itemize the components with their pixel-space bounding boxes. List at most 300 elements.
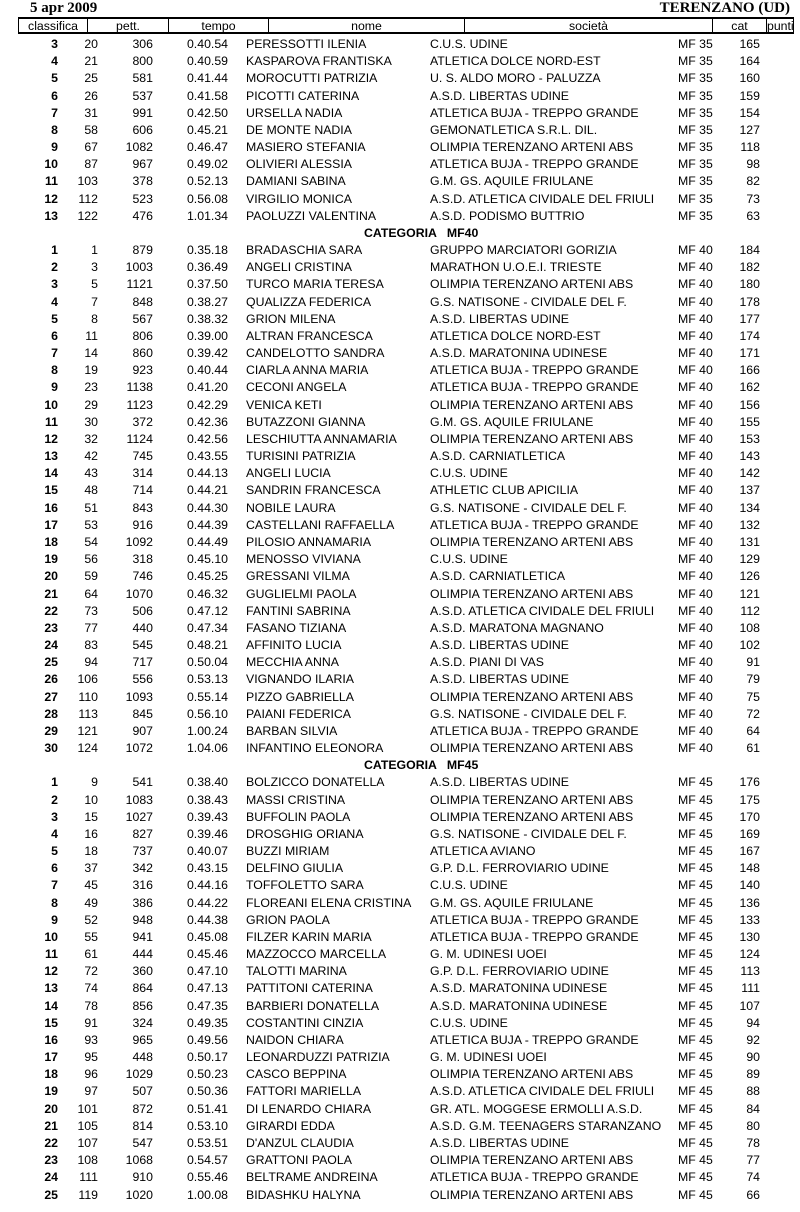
time-cell: 0.51.41 [186,1101,228,1116]
points-cell: 184 [739,243,760,258]
time-cell: 0.38.43 [186,792,228,807]
athlete-name-cell: PAOLUZZI VALENTINA [246,208,377,223]
table-row [18,1169,794,1186]
table-row [18,156,794,173]
table-row [18,517,794,534]
overall-rank-cell: 106 [77,672,98,687]
points-cell: 164 [739,54,760,69]
category-code: MF40 [446,225,479,240]
table-row [18,860,794,877]
points-cell: 143 [739,449,760,464]
points-cell: 155 [739,414,760,429]
overall-rank-cell: 83 [84,638,98,653]
athlete-name-cell: BELTRAME ANDREINA [246,1170,378,1185]
bib-number-cell: 745 [132,449,153,464]
time-cell: 0.41.20 [186,380,228,395]
overall-rank-cell: 93 [84,1032,98,1047]
time-cell: 0.50.17 [186,1050,228,1065]
overall-rank-cell: 1 [91,243,98,258]
club-cell: GR. ATL. MOGGESE ERMOLLI A.S.D. [430,1101,643,1116]
time-cell: 0.45.10 [186,552,228,567]
position-cell: 8 [51,122,58,137]
position-cell: 6 [51,88,58,103]
club-cell: A.S.D. LIBERTAS UDINE [430,775,569,790]
club-cell: G.S. NATISONE - CIVIDALE DEL F. [430,500,627,515]
position-cell: 23 [44,620,58,635]
club-cell: OLIMPIA TERENZANO ARTENI ABS [430,140,634,155]
time-cell: 0.44.30 [186,500,228,515]
time-cell: 0.45.08 [186,929,228,944]
club-cell: A.S.D. ATLETICA CIVIDALE DEL FRIULI [430,1084,655,1099]
athlete-name-cell: URSELLA NADIA [246,105,343,120]
club-cell: OLIMPIA TERENZANO ARTENI ABS [430,586,634,601]
category-heading [18,757,794,774]
time-cell: 0.39.43 [186,809,228,824]
athlete-name-cell: CASCO BEPPINA [246,1067,347,1082]
category-cell: MF 40 [678,243,713,258]
bib-number-cell: 606 [132,122,153,137]
table-row [18,208,794,225]
athlete-name-cell: ANGELI CRISTINA [246,260,352,275]
points-cell: 129 [739,552,760,567]
header-pett: pett. [87,19,168,32]
time-cell: 0.44.22 [186,895,228,910]
club-cell: ATLETICA BUJA - TREPPO GRANDE [430,912,639,927]
athlete-name-cell: NAIDON CHIARA [246,1032,344,1047]
category-cell: MF 40 [678,294,713,309]
bib-number-cell: 547 [132,1136,153,1150]
category-cell: MF 35 [678,157,713,172]
bib-number-cell: 860 [132,346,153,361]
position-cell: 8 [51,895,58,910]
club-cell: C.U.S. UDINE [430,1015,508,1030]
category-cell: MF 40 [678,500,713,515]
time-cell: 0.36.49 [186,260,228,275]
points-cell: 91 [746,655,760,670]
position-cell: 15 [44,483,58,498]
bib-number-cell: 440 [132,620,153,635]
time-cell: 0.49.02 [186,157,228,172]
time-cell: 0.52.13 [186,174,228,189]
time-cell: 0.53.10 [186,1118,228,1133]
time-cell: 0.41.58 [186,88,228,103]
category-cell: MF 45 [678,929,713,944]
bib-number-cell: 1027 [125,809,153,824]
overall-rank-cell: 42 [84,449,98,464]
time-cell: 1.01.34 [186,208,228,223]
bib-number-cell: 545 [132,638,153,653]
category-cell: MF 45 [678,1118,713,1133]
position-cell: 9 [51,140,58,155]
bib-number-cell: 378 [132,174,153,189]
overall-rank-cell: 52 [84,912,98,927]
category-cell: MF 40 [678,638,713,653]
club-cell: G.P. D.L. FERROVIARIO UDINE [430,964,609,979]
athlete-name-cell: QUALIZZA FEDERICA [246,294,372,309]
category-code: MF45 [446,758,479,773]
table-row [18,671,794,688]
category-cell: MF 40 [678,328,713,343]
points-cell: 137 [739,483,760,498]
time-cell: 0.49.35 [186,1015,228,1030]
overall-rank-cell: 29 [84,397,98,412]
category-cell: MF 45 [678,998,713,1013]
position-cell: 12 [44,964,58,979]
table-row [18,431,794,448]
position-cell: 14 [44,466,58,481]
category-cell: MF 45 [678,861,713,876]
category-cell: MF 45 [678,981,713,996]
athlete-name-cell: TURCO MARIA TERESA [246,277,384,292]
points-cell: 177 [739,311,760,326]
points-cell: 74 [746,1170,760,1185]
time-cell: 0.40.54 [186,37,228,51]
race-location: TERENZANO (UD) [659,0,790,16]
position-cell: 16 [44,1032,58,1047]
athlete-name-cell: GRATTONI PAOLA [246,1153,352,1168]
club-cell: OLIMPIA TERENZANO ARTENI ABS [430,397,634,412]
bib-number-cell: 1124 [126,431,153,446]
table-row [18,551,794,568]
club-cell: ATLETICA BUJA - TREPPO GRANDE [430,1032,639,1047]
athlete-name-cell: DAMIANI SABINA [246,174,346,189]
position-cell: 6 [51,328,58,343]
club-cell: A.S.D. G.M. TEENAGERS STARANZANO [430,1118,662,1133]
club-cell: OLIMPIA TERENZANO ARTENI ABS [430,741,634,756]
bib-number-cell: 506 [132,603,153,618]
table-row [18,276,794,293]
overall-rank-cell: 18 [84,844,98,859]
time-cell: 0.55.46 [186,1170,228,1185]
bib-number-cell: 507 [132,1084,153,1099]
points-cell: 89 [746,1067,760,1082]
table-row [18,980,794,997]
overall-rank-cell: 20 [84,37,98,51]
category-cell: MF 35 [678,37,713,51]
position-cell: 19 [44,552,58,567]
club-cell: C.U.S. UDINE [430,37,508,51]
bib-number-cell: 306 [132,37,153,51]
table-row [18,1101,794,1118]
race-date: 5 apr 2009 [30,0,98,16]
bib-number-cell: 814 [132,1118,153,1133]
table-row [18,311,794,328]
bib-number-cell: 556 [132,672,153,687]
points-cell: 112 [740,603,760,618]
time-cell: 0.56.08 [186,191,228,206]
position-cell: 22 [44,603,58,618]
header-punti: punti [767,19,794,33]
points-cell: 61 [746,741,760,756]
athlete-name-cell: DELFINO GIULIA [246,861,344,876]
bib-number-cell: 746 [132,569,153,584]
points-cell: 113 [740,964,760,979]
position-cell: 19 [44,1084,58,1099]
category-cell: MF 40 [678,277,713,292]
position-cell: 6 [51,861,58,876]
table-row [18,620,794,637]
athlete-name-cell: BARBAN SILVIA [246,723,338,738]
bib-number-cell: 1029 [125,1067,153,1082]
header-tempo: tempo [168,19,268,32]
time-cell: 0.53.13 [186,672,228,687]
athlete-name-cell: FILZER KARIN MARIA [246,929,372,944]
bib-number-cell: 872 [132,1101,153,1116]
points-cell: 166 [739,363,760,378]
category-cell: MF 45 [678,809,713,824]
club-cell: ATLETICA DOLCE NORD-EST [430,328,601,343]
points-cell: 148 [739,861,760,876]
results-table [18,17,794,1204]
table-row [18,654,794,671]
position-cell: 1 [51,243,58,258]
time-cell: 0.47.34 [186,620,228,635]
club-cell: G.S. NATISONE - CIVIDALE DEL F. [430,706,627,721]
points-cell: 159 [739,88,760,103]
points-cell: 175 [739,792,760,807]
time-cell: 0.54.57 [186,1153,228,1168]
overall-rank-cell: 64 [84,586,98,601]
table-row [18,294,794,311]
bib-number-cell: 318 [132,552,153,567]
bib-number-cell: 1093 [125,689,153,704]
points-cell: 142 [739,466,760,481]
club-cell: A.S.D. MARATONINA UDINESE [430,998,608,1013]
athlete-name-cell: MASSI CRISTINA [246,792,346,807]
position-cell: 10 [44,929,58,944]
category-cell: MF 35 [678,54,713,69]
points-cell: 82 [746,174,760,189]
category-label: CATEGORIA [364,758,437,773]
athlete-name-cell: FANTINI SABRINA [246,603,351,618]
overall-rank-cell: 58 [84,122,98,137]
overall-rank-cell: 45 [84,878,98,893]
points-cell: 132 [739,517,760,532]
athlete-name-cell: BUZZI MIRIAM [246,844,330,859]
bib-number-cell: 314 [132,466,153,481]
position-cell: 15 [44,1015,58,1030]
overall-rank-cell: 37 [84,861,98,876]
position-cell: 20 [44,569,58,584]
bib-number-cell: 1020 [125,1187,153,1202]
category-cell: MF 45 [678,792,713,807]
table-row [18,740,794,757]
category-cell: MF 40 [678,534,713,549]
time-cell: 0.55.14 [186,689,228,704]
points-cell: 77 [746,1153,760,1168]
time-cell: 0.35.18 [186,243,228,258]
overall-rank-cell: 112 [78,191,98,206]
overall-rank-cell: 43 [84,466,98,481]
points-cell: 72 [746,706,760,721]
time-cell: 0.38.40 [186,775,228,790]
position-cell: 4 [51,826,58,841]
position-cell: 13 [44,981,58,996]
position-cell: 4 [51,294,58,309]
athlete-name-cell: OLIVIERI ALESSIA [246,157,352,172]
club-cell: C.U.S. UDINE [430,878,508,893]
points-cell: 66 [746,1187,760,1202]
points-cell: 84 [746,1101,760,1116]
table-header [18,17,794,34]
points-cell: 174 [739,328,760,343]
club-cell: G. M. UDINESI UOEI [430,1050,547,1065]
position-cell: 3 [51,37,58,51]
bib-number-cell: 848 [132,294,153,309]
category-label: CATEGORIA [364,225,437,240]
position-cell: 30 [44,741,58,756]
bib-number-cell: 1070 [125,586,153,601]
athlete-name-cell: PERESSOTTI ILENIA [246,37,367,51]
athlete-name-cell: PICOTTI CATERINA [246,88,360,103]
club-cell: A.S.D. PIANI DI VAS [430,655,544,670]
time-cell: 0.47.13 [186,981,228,996]
category-cell: MF 40 [678,483,713,498]
time-cell: 0.44.38 [186,912,228,927]
club-cell: OLIMPIA TERENZANO ARTENI ABS [430,534,634,549]
club-cell: OLIMPIA TERENZANO ARTENI ABS [430,431,634,446]
table-row [18,912,794,929]
athlete-name-cell: AFFINITO LUCIA [246,638,342,653]
bib-number-cell: 324 [132,1015,153,1030]
bib-number-cell: 879 [132,243,153,258]
bib-number-cell: 806 [132,328,153,343]
category-cell: MF 35 [678,122,713,137]
points-cell: 165 [739,37,760,51]
bib-number-cell: 910 [132,1170,153,1185]
points-cell: 160 [739,71,760,86]
position-cell: 2 [51,260,58,275]
table-row [18,1187,794,1204]
overall-rank-cell: 74 [84,981,98,996]
points-cell: 92 [746,1032,760,1047]
overall-rank-cell: 72 [84,964,98,979]
category-cell: MF 40 [678,723,713,738]
table-row [18,414,794,431]
athlete-name-cell: FLOREANI ELENA CRISTINA [246,895,412,910]
athlete-name-cell: ALTRAN FRANCESCA [246,328,373,343]
bib-number-cell: 1003 [125,260,153,275]
position-cell: 14 [44,998,58,1013]
table-row [18,242,794,259]
club-cell: A.S.D. ATLETICA CIVIDALE DEL FRIULI [430,191,655,206]
athlete-name-cell: ANGELI LUCIA [246,466,331,481]
bib-number-cell: 444 [132,947,153,962]
club-cell: MARATHON U.O.E.I. TRIESTE [430,260,602,275]
overall-rank-cell: 3 [91,260,98,275]
table-row [18,774,794,791]
table-row [18,379,794,396]
time-cell: 1.00.24 [186,723,228,738]
time-cell: 0.39.42 [186,346,228,361]
category-cell: MF 40 [678,569,713,584]
time-cell: 0.38.32 [186,311,228,326]
category-cell: MF 45 [678,1067,713,1082]
points-cell: 79 [746,672,760,687]
club-cell: A.S.D. CARNIATLETICA [430,449,566,464]
athlete-name-cell: PAIANI FEDERICA [246,706,351,721]
bib-number-cell: 827 [132,826,153,841]
position-cell: 3 [51,277,58,292]
table-row [18,568,794,585]
table-row [18,1015,794,1032]
time-cell: 0.38.27 [186,294,228,309]
athlete-name-cell: CANDELOTTO SANDRA [246,346,385,361]
category-cell: MF 40 [678,311,713,326]
athlete-name-cell: BIDASHKU HALYNA [246,1187,361,1202]
overall-rank-cell: 91 [84,1015,98,1030]
table-row [18,637,794,654]
points-cell: 94 [746,1015,760,1030]
bib-number-cell: 567 [132,311,153,326]
position-cell: 1 [51,775,58,790]
bib-number-cell: 991 [132,105,153,120]
overall-rank-cell: 97 [84,1084,98,1099]
time-cell: 0.44.39 [186,517,228,532]
athlete-name-cell: TOFFOLETTO SARA [246,878,364,893]
category-cell: MF 35 [678,71,713,86]
points-cell: 126 [739,569,760,584]
athlete-name-cell: CIARLA ANNA MARIA [246,363,369,378]
position-cell: 24 [44,638,58,653]
table-row [18,603,794,620]
athlete-name-cell: PIZZO GABRIELLA [246,689,354,704]
position-cell: 5 [51,311,58,326]
bib-number-cell: 1083 [125,792,153,807]
time-cell: 0.50.04 [186,655,228,670]
club-cell: ATLETICA BUJA - TREPPO GRANDE [430,517,639,532]
table-row [18,723,794,740]
points-cell: 80 [746,1118,760,1133]
page-header [18,0,790,18]
overall-rank-cell: 26 [84,88,98,103]
bib-number-cell: 941 [132,929,153,944]
bib-number-cell: 714 [132,483,153,498]
athlete-name-cell: GRION PAOLA [246,912,330,927]
athlete-name-cell: DI LENARDO CHIARA [246,1101,372,1116]
athlete-name-cell: LESCHIUTTA ANNAMARIA [246,431,397,446]
athlete-name-cell: MASIERO STEFANIA [246,140,366,155]
athlete-name-cell: CECONI ANGELA [246,380,347,395]
overall-rank-cell: 48 [84,483,98,498]
bib-number-cell: 967 [132,157,153,172]
points-cell: 153 [739,431,760,446]
overall-rank-cell: 95 [84,1050,98,1065]
position-cell: 18 [44,534,58,549]
bib-number-cell: 845 [132,706,153,721]
position-cell: 25 [44,655,58,670]
table-row [18,895,794,912]
overall-rank-cell: 107 [77,1136,98,1150]
club-cell: ATLETICA BUJA - TREPPO GRANDE [430,105,639,120]
athlete-name-cell: DE MONTE NADIA [246,122,352,137]
table-row [18,465,794,482]
category-cell: MF 35 [678,105,713,120]
points-cell: 180 [739,277,760,292]
category-cell: MF 45 [678,1187,713,1202]
athlete-name-cell: VIRGILIO MONICA [246,191,352,206]
points-cell: 169 [739,826,760,841]
club-cell: C.U.S. UDINE [430,466,508,481]
club-cell: A.S.D. MARATONINA UDINESE [430,346,608,361]
bib-number-cell: 386 [132,895,153,910]
bib-number-cell: 1121 [126,277,153,292]
table-row [18,1032,794,1049]
category-cell: MF 45 [678,775,713,790]
athlete-name-cell: GIRARDI EDDA [246,1118,335,1133]
table-row [18,792,794,809]
club-cell: A.S.D. LIBERTAS UDINE [430,672,569,687]
